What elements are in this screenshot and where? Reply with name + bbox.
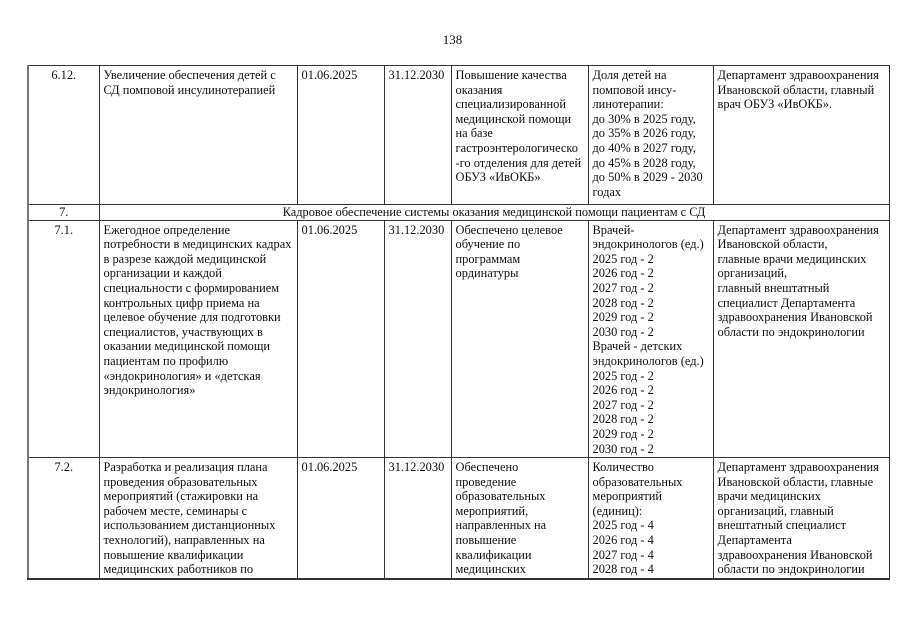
result-line: проведение xyxy=(455,474,517,489)
indicator-cell xyxy=(588,458,713,579)
indicator-line: 2029 год - 2 xyxy=(592,426,654,441)
responsible-cell: Департамент здравоохранения Ивановской области, главный врач ОБУЗ «ИвОКБ». xyxy=(713,66,889,205)
start-date-cell: 01.06.2025 xyxy=(297,66,384,205)
row-number: 6.12. xyxy=(28,66,99,205)
indicator-line: 2030 год - 2 xyxy=(592,441,654,456)
responsible-line: специалист Департамента xyxy=(717,295,856,310)
indicator-line: 2027 год - 2 xyxy=(592,397,654,412)
result-cell xyxy=(451,458,588,579)
indicator-cell xyxy=(588,220,713,458)
indicator-line: 2027 год - 2 xyxy=(592,280,654,295)
activity-cell: Увеличение обеспечения детей с СД помповой инсулинотерапией xyxy=(99,66,297,205)
indicator-line: до 50% в 2029 - 2030 xyxy=(592,170,703,185)
indicator-line: Врачей - детских xyxy=(592,339,683,354)
indicator-line: 2026 год - 2 xyxy=(592,383,654,398)
activity-cell: Ежегодное определение потребности в медицинских кадрах в разрезе каждой медицинской организации и каждой специальности с формированием контрольных цифр приема на целевое обучение для подготовки специалистов, участвующих в оказании медицинской помощи пациентам по профилю «эндокринология» и «детская эндокринология» xyxy=(99,220,297,458)
responsible-line: области по эндокринологии xyxy=(717,324,865,339)
start-date-cell: 01.06.2025 xyxy=(297,220,384,458)
indicator-line: Врачей- xyxy=(592,222,635,237)
row-number: 7.1. xyxy=(28,220,99,458)
result-line: мероприятий, xyxy=(455,503,529,518)
indicator-line: годах xyxy=(592,184,622,199)
indicator-line: Доля детей на xyxy=(592,68,667,82)
page-number: 138 xyxy=(442,32,463,47)
responsible-line: главный внештатный xyxy=(717,280,830,295)
responsible-line: организаций, главный xyxy=(717,503,834,518)
responsible-line: Ивановской области, главные xyxy=(717,474,874,489)
start-date-cell: 01.06.2025 xyxy=(297,458,384,579)
section-title: Кадровое обеспечение системы оказания медицинской помощи пациентам с СД xyxy=(99,205,889,221)
indicator-line: 2028 год - 2 xyxy=(592,295,654,310)
responsible-cell xyxy=(713,458,889,579)
indicator-line: 2026 год - 4 xyxy=(592,533,654,548)
row-number: 7.2. xyxy=(28,458,99,579)
table-row xyxy=(28,66,889,205)
indicator-line: 2028 год - 4 xyxy=(592,562,654,577)
indicator-line: образовательных xyxy=(592,474,683,489)
result-line: Обеспечено xyxy=(455,460,519,475)
result-line: повышение xyxy=(455,533,517,548)
indicator-line: до 30% в 2025 году, xyxy=(592,111,696,126)
result-line: направленных на xyxy=(455,518,547,533)
responsible-line: организаций, xyxy=(717,266,788,281)
indicator-line: 2025 год - 4 xyxy=(592,518,654,533)
result-cell: Обеспечено целевое обучение по программам ординатуры xyxy=(451,220,588,458)
indicator-line: мероприятий xyxy=(592,489,663,504)
responsible-line: здравоохранения Ивановской xyxy=(717,310,873,325)
result-line: образовательных xyxy=(455,489,546,504)
activity-cell: Разработка и реализация плана проведения образовательных мероприятий (стажировки на рабочем месте, семинары с использованием дистанционных технологий), направленных на повышение квалификации медицинских работников по xyxy=(99,458,297,579)
responsible-line: здравоохранения Ивановской xyxy=(717,547,873,562)
result-cell: Повышение качества оказания специализированной медицинской помощи на базе гастроэнтерологическо -го отделения для детей ОБУЗ «ИвОКБ» xyxy=(451,66,588,205)
indicator-line: 2028 год - 2 xyxy=(592,412,654,427)
responsible-line: Ивановской области, xyxy=(717,237,828,252)
responsible-line: Департамента xyxy=(717,533,792,548)
indicator-line: до 35% в 2026 году, xyxy=(592,126,696,141)
responsible-line: врачи медицинских xyxy=(717,489,821,504)
indicator-line: эндокринологов (ед.) xyxy=(592,353,704,368)
end-date-cell: 31.12.2030 xyxy=(384,220,451,458)
indicator-line: 2030 год - 2 xyxy=(592,324,654,339)
responsible-line: области по эндокринологии xyxy=(717,562,865,577)
indicator-line: Количество xyxy=(592,460,654,475)
indicator-line: (единиц): xyxy=(592,503,643,518)
indicator-line: 2027 год - 4 xyxy=(592,547,654,562)
end-date-cell: 31.12.2030 xyxy=(384,458,451,579)
indicator-line: 2025 год - 2 xyxy=(592,251,654,266)
result-line: медицинских xyxy=(455,562,526,577)
end-date-cell: 31.12.2030 xyxy=(384,66,451,205)
indicator-line: 2026 год - 2 xyxy=(592,266,654,281)
indicator-cell xyxy=(588,66,713,205)
responsible-line: Департамент здравоохранения xyxy=(717,222,879,237)
indicator-line: линотерапии: xyxy=(592,97,664,112)
measures-table xyxy=(27,65,890,580)
section-row xyxy=(28,205,889,221)
responsible-cell xyxy=(713,220,889,458)
responsible-line: внештатный специалист xyxy=(717,518,847,533)
indicator-line: до 45% в 2028 году, xyxy=(592,155,696,170)
indicator-line: 2025 год - 2 xyxy=(592,368,654,383)
responsible-line: главные врачи медицинских xyxy=(717,251,867,266)
indicator-line: эндокринологов (ед.) xyxy=(592,237,704,252)
result-line: квалификации xyxy=(455,547,532,562)
section-number: 7. xyxy=(28,205,99,221)
table-row xyxy=(28,220,889,458)
indicator-line: помповой инсу- xyxy=(592,82,677,97)
indicator-line: до 40% в 2027 году, xyxy=(592,140,696,155)
responsible-line: Департамент здравоохранения xyxy=(717,460,879,475)
table-row xyxy=(28,458,889,579)
indicator-line: 2029 год - 2 xyxy=(592,310,654,325)
